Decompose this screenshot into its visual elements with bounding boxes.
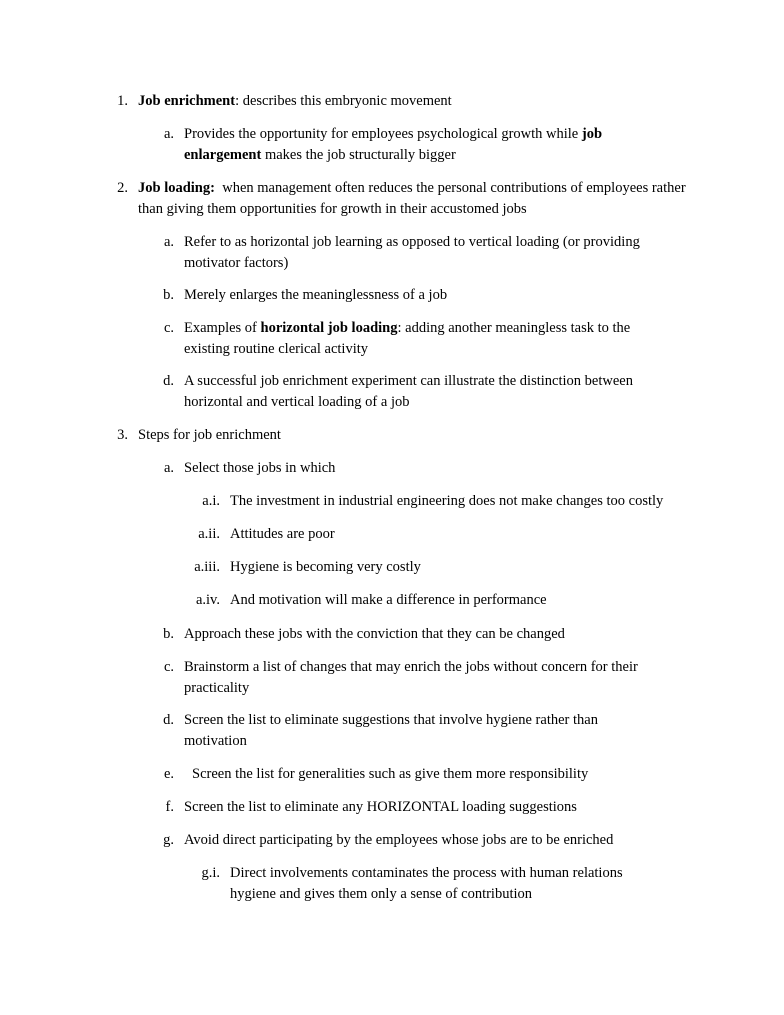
list-marker: g.i. — [201, 865, 220, 881]
list-marker: 3. — [117, 427, 128, 443]
list-item-text: Job loading: when management often reduces the personal contributions of employees rather than giving them opportunities for growth in their accustomed jobs — [138, 180, 690, 217]
list-item-text: Brainstorm a list of changes that may enrich the jobs without concern for their practicality — [184, 659, 638, 696]
list-item-text: Job enrichment: describes this embryonic movement — [138, 93, 452, 109]
list-marker: e. — [163, 766, 174, 782]
list-marker: b. — [163, 626, 174, 642]
list-item-text: Merely enlarges the meaninglessness of a job — [184, 287, 448, 303]
list-marker: d. — [163, 712, 174, 728]
list-item-text: Direct involvements contaminates the process with human relations hygiene and gives them only a sense of contribution — [230, 865, 623, 902]
list-marker: b. — [163, 287, 174, 303]
list-item-text: And motivation will make a difference in performance — [230, 592, 547, 608]
list-item-text: Provides the opportunity for employees psychological growth while job enlargement makes the job structurally bigger — [184, 126, 603, 163]
bold-term: Job loading: — [138, 180, 215, 196]
list-item-text: Steps for job enrichment — [138, 427, 281, 443]
list-marker: g. — [163, 832, 174, 848]
bold-term: Job enrichment — [138, 93, 236, 109]
list-marker: a.ii. — [198, 526, 220, 542]
list-item-text: Select those jobs in which — [184, 460, 336, 476]
list-item-text: Examples of horizontal job loading: adding another meaningless task to the existing routine clerical activity — [184, 320, 631, 357]
list-marker: a. — [163, 460, 174, 476]
list-item-text: Avoid direct participating by the employees whose jobs are to be enriched — [184, 832, 614, 848]
list-marker: a.iv. — [195, 592, 220, 608]
list-marker: a. — [163, 234, 174, 250]
list-item-text: Attitudes are poor — [230, 526, 335, 542]
list-marker: a. — [163, 126, 174, 142]
list-marker: 1. — [117, 93, 128, 109]
list-marker: f. — [165, 799, 174, 815]
list-item-text: Screen the list to eliminate suggestions that involve hygiene rather than motivation — [184, 712, 598, 749]
list-item-text: Refer to as horizontal job learning as opposed to vertical loading (or providing motivator factors) — [184, 234, 640, 271]
bold-term: job enlargement — [184, 126, 603, 163]
list-item-text: Hygiene is becoming very costly — [230, 559, 421, 575]
list-marker: d. — [163, 373, 174, 389]
list-item-text: The investment in industrial engineering does not make changes too costly — [230, 493, 664, 509]
bold-term: horizontal job loading — [260, 320, 398, 336]
list-marker: a.i. — [202, 493, 220, 509]
list-item-text: Screen the list to eliminate any HORIZONTAL loading suggestions — [184, 799, 577, 815]
list-item-text: A successful job enrichment experiment can illustrate the distinction between horizontal and vertical loading of a job — [184, 373, 633, 410]
list-item-text: Approach these jobs with the conviction that they can be changed — [184, 626, 565, 642]
list-marker: c. — [163, 659, 174, 675]
list-marker: a.iii. — [194, 559, 220, 575]
list-item-text: Screen the list for generalities such as give them more responsibility — [192, 766, 589, 782]
list-marker: c. — [163, 320, 174, 336]
list-marker: 2. — [117, 180, 128, 196]
